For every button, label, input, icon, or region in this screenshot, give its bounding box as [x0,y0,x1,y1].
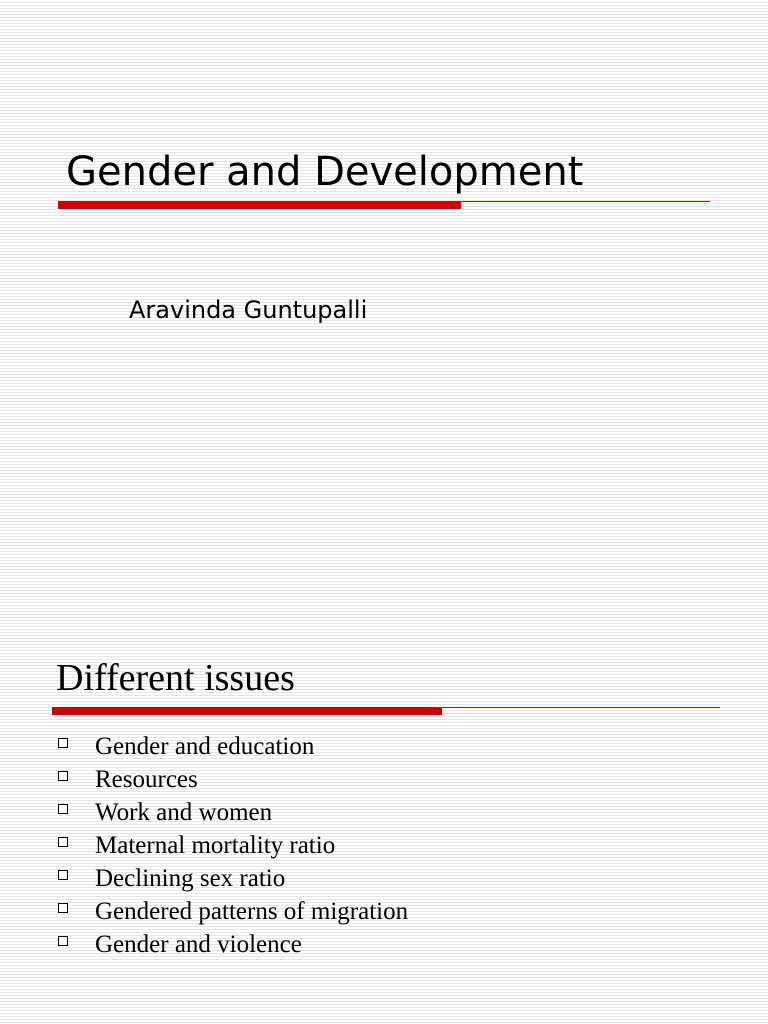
list-item [56,829,408,862]
issues-underline-thick [52,707,442,715]
square-bullet-icon [58,771,68,781]
title-underline-thin [461,201,710,202]
issues-list [56,730,408,961]
list-item-text: Declining sex ratio [95,865,286,892]
square-bullet-icon [58,837,68,847]
list-item [56,796,408,829]
square-bullet-icon [58,804,68,814]
square-bullet-icon [58,936,68,946]
list-item-text: Resources [95,766,198,793]
list-item [56,895,408,928]
list-item-text: Gendered patterns of migration [95,898,409,925]
issues-heading: Different issues [56,657,295,699]
list-item-text: Gender and violence [95,931,302,958]
list-item-text: Gender and education [95,733,315,760]
list-item-text: Work and women [95,799,273,826]
square-bullet-icon [58,870,68,880]
list-item [56,730,408,763]
title-underline-thick [58,201,461,209]
square-bullet-icon [58,738,68,748]
list-item-text: Maternal mortality ratio [95,832,336,859]
author-name: Aravinda Guntupalli [129,296,368,324]
list-item [56,862,408,895]
square-bullet-icon [58,903,68,913]
list-item [56,763,408,796]
slide-title-heading: Gender and Development [66,149,584,195]
list-item [56,928,408,961]
issues-underline-thin [442,707,720,708]
